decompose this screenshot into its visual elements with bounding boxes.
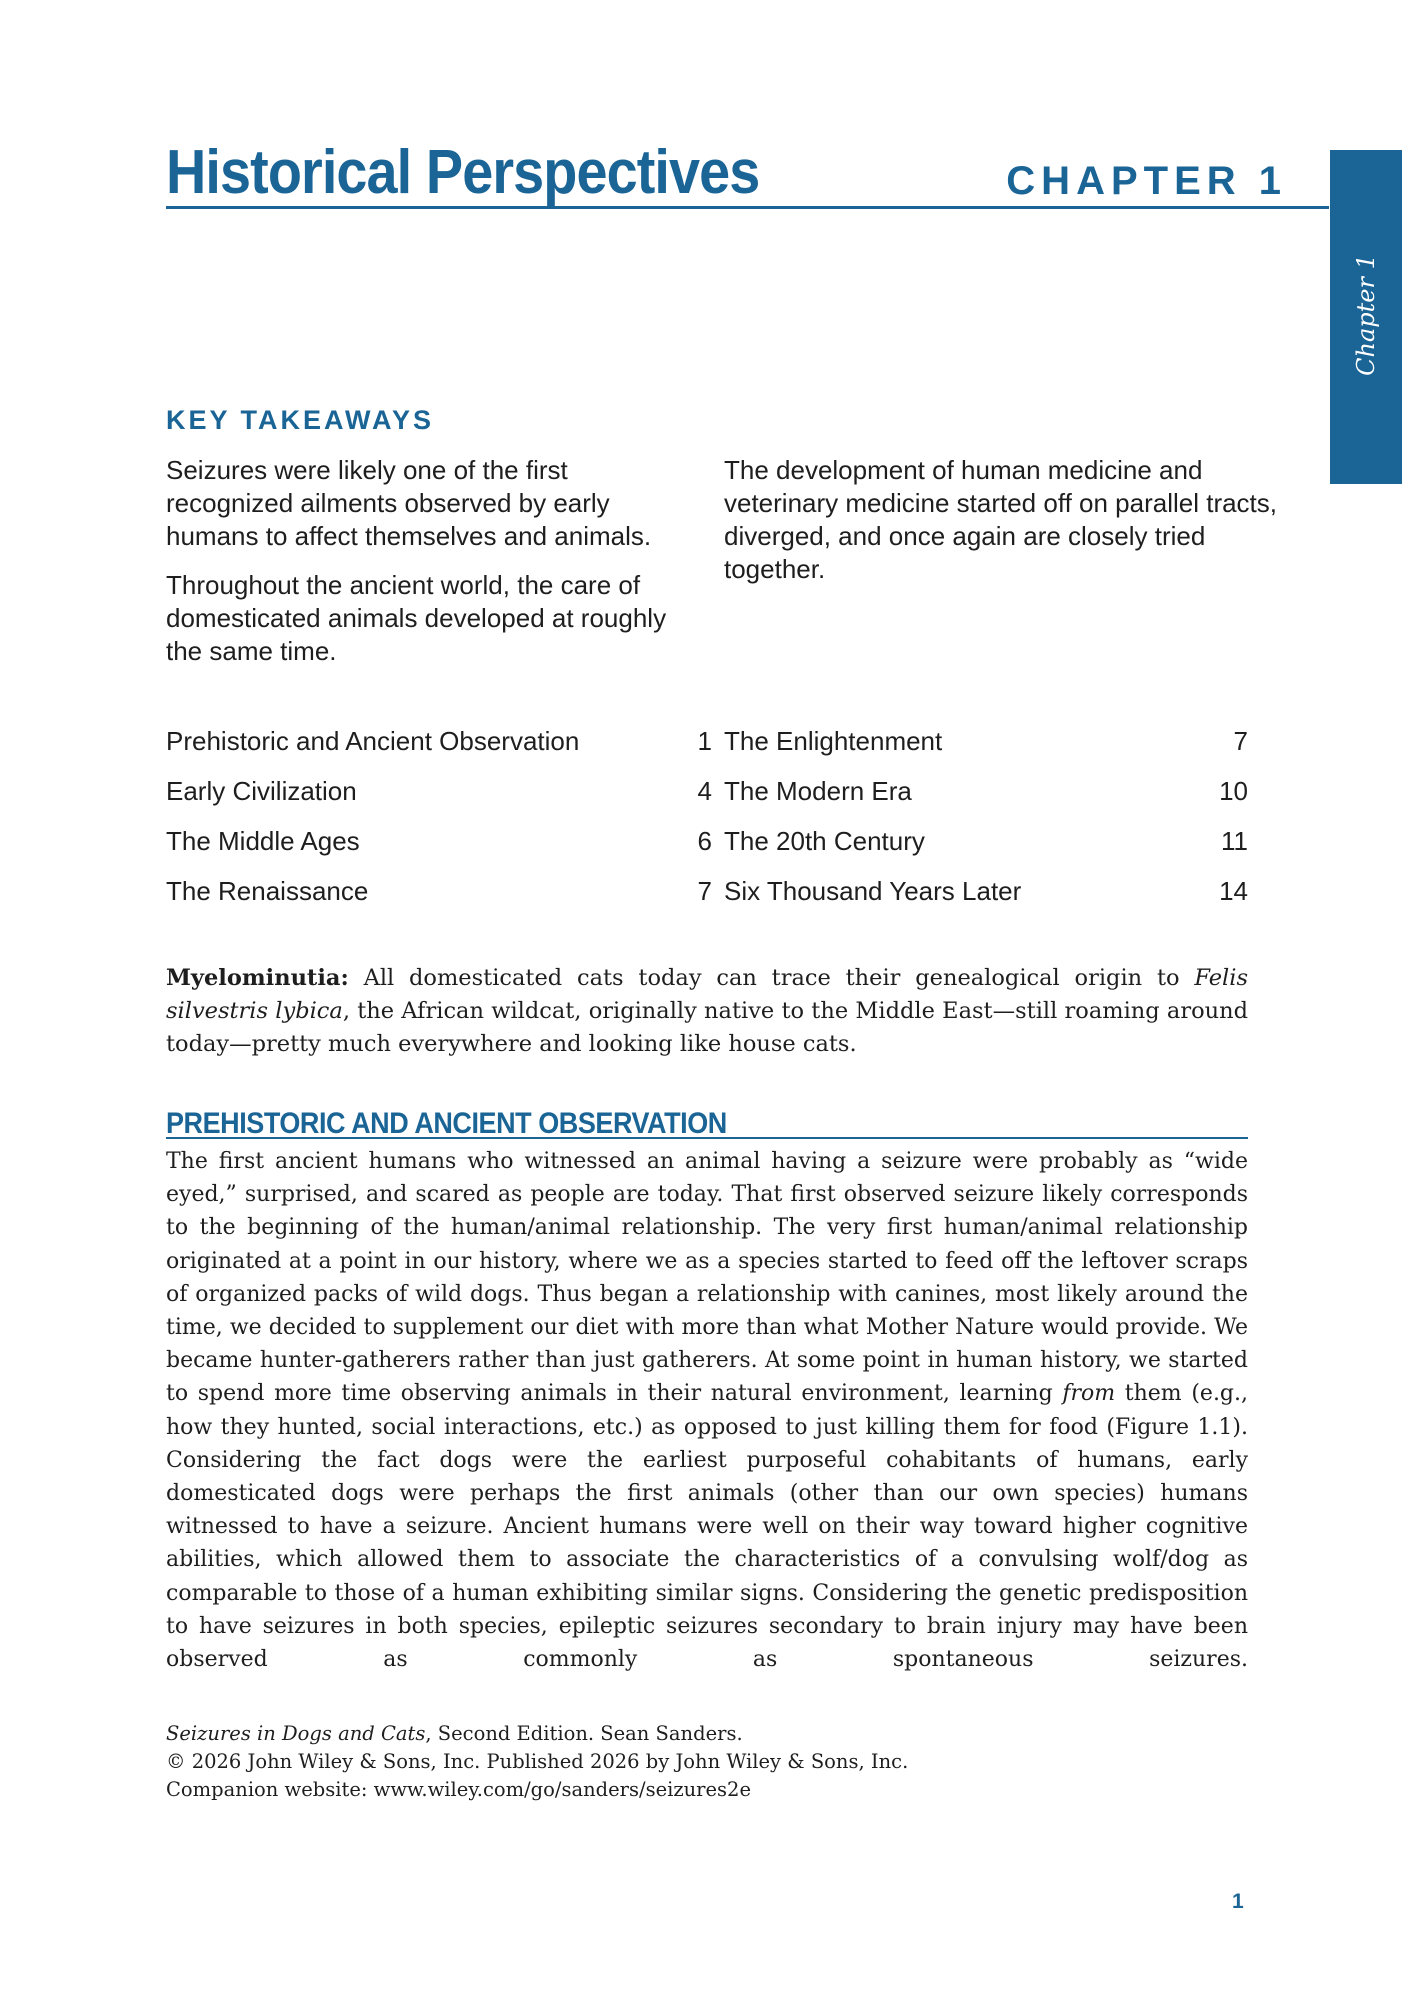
- companion-website[interactable]: Companion website: www.wiley.com/go/sanders/seizures2e: [166, 1778, 751, 1801]
- toc-entry[interactable]: [166, 723, 712, 773]
- toc-entry-title: Prehistoric and Ancient Observation: [166, 726, 580, 756]
- toc-left: [166, 723, 712, 923]
- toc-entry[interactable]: [166, 773, 712, 823]
- toc-entry-title: The 20th Century: [724, 826, 925, 856]
- toc-entry-title: The Renaissance: [166, 876, 369, 906]
- edition-text: , Second Edition. Sean Sanders.: [425, 1722, 743, 1745]
- toc-entry-title: Six Thousand Years Later: [724, 876, 1022, 906]
- key-takeaways-right: [724, 454, 1284, 602]
- body-emphasis: from: [1062, 1381, 1116, 1407]
- toc-entry[interactable]: [724, 823, 1248, 873]
- chapter-side-tab: [1330, 150, 1402, 484]
- toc-entry-title: Early Civilization: [166, 776, 357, 806]
- species-name: Felis silvestris lybica: [166, 965, 1248, 1024]
- footer-citation: [166, 1720, 908, 1748]
- toc-entry[interactable]: [724, 723, 1248, 773]
- toc-entry[interactable]: [724, 773, 1248, 823]
- myelominutia-label: Myelominutia:: [166, 965, 349, 991]
- toc-right: [724, 723, 1248, 923]
- toc-entry-title: The Modern Era: [724, 776, 912, 806]
- copyright-text: © 2026 John Wiley & Sons, Inc. Published 2026 by John Wiley & Sons, Inc.: [166, 1750, 909, 1773]
- book-title: Seizures in Dogs and Cats: [166, 1722, 426, 1745]
- myelominutia-text: , the African wildcat, originally native to the Middle East—still roaming around today—pretty much everywhere and looking like house cats.: [166, 998, 1249, 1057]
- toc-entry-page: 14: [1219, 876, 1248, 906]
- toc-entry[interactable]: [724, 873, 1248, 923]
- page-title: Historical Perspectives: [166, 138, 760, 207]
- key-takeaways-heading: KEY TAKEAWAYS: [166, 405, 435, 435]
- takeaway-item: Throughout the ancient world, the care of domesticated animals developed at roughly the same time.: [166, 570, 667, 666]
- myelominutia-text: All domesticated cats today can trace their genealogical origin to: [348, 965, 1195, 991]
- footer: [166, 1720, 908, 1804]
- body-text-part: The first ancient humans who witnessed an animal having a seizure were probably as “wide eyed,” surprised, and scared as people are today. That first observed seizure likely corresponds to the beginning of the human/animal relationship. The very first human/animal relationship originated at a point in our history, where we as a species started to feed off the leftover scraps of organized packs of wild dogs. Thus began a relationship with canines, most likely around the time, we decided to supplement our diet with more than what Mother Nature would provide. We became hunter-gatherers rather than just gatherers. At some point in human history, we started to spend more time observing animals in their natural environment, learning: [166, 1149, 1248, 1407]
- toc-entry-title: The Middle Ages: [166, 826, 360, 856]
- toc-entry-page: 10: [1219, 776, 1248, 806]
- takeaway-item: The development of human medicine and veterinary medicine started off on parallel tracts, diverged, and once again are closely tried together.: [724, 455, 1278, 584]
- toc-entry-page: 7: [1233, 726, 1248, 756]
- toc-entry-page: 11: [1221, 826, 1248, 856]
- toc-entry-page: 7: [697, 876, 712, 906]
- takeaway-item: Seizures were likely one of the first recognized ailments observed by early humans to affect themselves and animals.: [166, 455, 652, 551]
- toc-entry-page: 6: [697, 826, 712, 856]
- chapter-label: CHAPTER 1: [1006, 159, 1287, 203]
- toc-entry-title: The Enlightenment: [724, 726, 943, 756]
- myelominutia-note: [166, 962, 1248, 1061]
- body-text-part: them (e.g., how they hunted, social interactions, etc.) as opposed to just killing them for food (Figure 1.1). Considering the fact dogs were the earliest purposeful cohabitants of humans, early domesticated dogs were perhaps the first animals (other than our own species) humans witnessed to have a seizure. Ancient humans were well on their way toward higher cognitive abilities, which allowed them to associate the characteristics of a convulsing wolf/dog as comparable to those of a human exhibiting similar signs. Considering the genetic predisposition to have seizures in both species, epileptic seizures secondary to brain injury may have been observed as commonly as spontaneous seizures.: [166, 1381, 1249, 1673]
- toc-entry-page: 4: [697, 776, 712, 806]
- chapter-side-tab-label: Chapter 1: [1352, 254, 1380, 376]
- key-takeaways-left: [166, 454, 686, 684]
- toc-entry-page: 1: [697, 726, 712, 756]
- section-heading: [166, 1101, 1248, 1139]
- page-number: 1: [1232, 1890, 1244, 1913]
- title-row: [166, 138, 1329, 209]
- toc-entry[interactable]: [166, 823, 712, 873]
- section-heading-text: PREHISTORIC AND ANCIENT OBSERVATION: [166, 1107, 727, 1140]
- body-paragraph: [166, 1145, 1248, 1676]
- toc-entry[interactable]: [166, 873, 712, 923]
